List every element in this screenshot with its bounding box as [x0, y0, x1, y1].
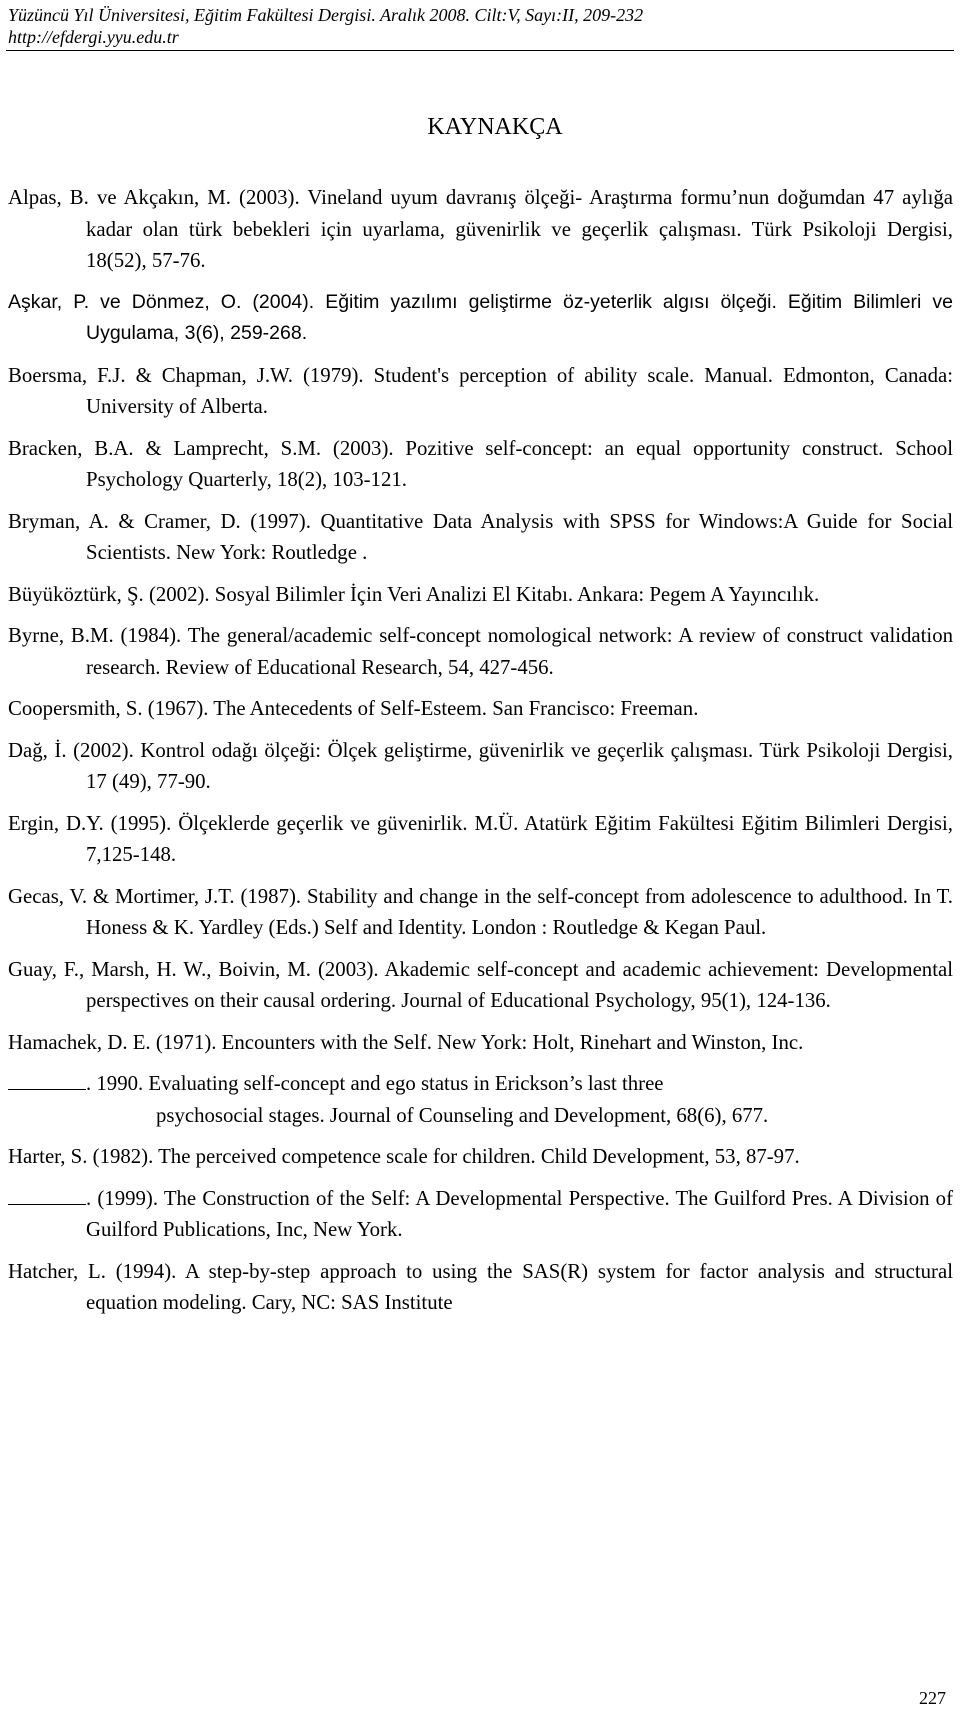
reference-item: Boersma, F.J. & Chapman, J.W. (1979). Student's perception of ability scale. Manual. Edmonton, Canada: University of Alberta. — [8, 363, 953, 418]
reference-item: Bryman, A. & Cramer, D. (1997). Quantitative Data Analysis with SPSS for Windows:A Guide for Social Scientists. New York: Routledge . — [8, 509, 953, 564]
reference-text: . 1990. Evaluating self-concept and ego status in Erickson’s last three — [86, 1072, 664, 1095]
reference-item: Bracken, B.A. & Lamprecht, S.M. (2003). Pozitive self-concept: an equal opportunity construct. School Psychology Quarterly, 18(2), 103-121. — [8, 436, 953, 491]
reference-item: Ergin, D.Y. (1995). Ölçeklerde geçerlik ve güvenirlik. M.Ü. Atatürk Eğitim Fakültesi Eğitim Bilimleri Dergisi, 7,125-148. — [8, 811, 953, 866]
header-rule — [6, 50, 954, 51]
reference-item — [8, 1068, 953, 1131]
reference-item: Coopersmith, S. (1967). The Antecedents of Self-Esteem. San Francisco: Freeman. — [8, 697, 699, 720]
reference-item: Dağ, İ. (2002). Kontrol odağı ölçeği: Ölçek geliştirme, güvenirlik ve geçerlik çalışması. Türk Psikoloji Dergisi, 17 (49), 77-90. — [8, 738, 953, 793]
reference-item: Hatcher, L. (1994). A step-by-step approach to using the SAS(R) system for factor analysis and structural equation modeling. Cary, NC: SAS Institute — [8, 1259, 953, 1314]
reference-item: Alpas, B. ve Akçakın, M. (2003). Vineland uyum davranış ölçeği- Araştırma formu’nun doğumdan 47 aylığa kadar olan türk bebekleri için uyarlama, güvenirlik ve geçerlik çalışması. Türk Psikoloji Dergisi, 18(52), 57-76. — [8, 186, 953, 272]
page-number: 227 — [919, 1688, 946, 1708]
reference-item: Harter, S. (1982). The perceived competence scale for children. Child Development, 53, 87-97. — [8, 1145, 800, 1168]
same-author-rule — [8, 1188, 86, 1205]
reference-item: Byrne, B.M. (1984). The general/academic self-concept nomological network: A review of construct validation research. Review of Educational Research, 54, 427-456. — [8, 624, 953, 679]
journal-header — [8, 4, 643, 48]
reference-text: . (1999). The Construction of the Self: A Developmental Perspective. The Guilford Pres. A Division of Guilford Publications, Inc, New York. — [86, 1186, 953, 1241]
reference-item: Guay, F., Marsh, H. W., Boivin, M. (2003). Akademic self-concept and academic achievement: Developmental perspectives on their causal ordering. Journal of Educational Psychology, 95(1), 124-136. — [8, 957, 953, 1012]
same-author-rule — [8, 1073, 86, 1090]
reference-item: Büyüköztürk, Ş. (2002). Sosyal Bilimler İçin Veri Analizi El Kitabı. Ankara: Pegem A Yayıncılık. — [8, 582, 820, 606]
reference-item — [8, 1183, 953, 1246]
reference-item: Aşkar, P. ve Dönmez, O. (2004). Eğitim yazılımı geliştirme öz-yeterlik algısı ölçeği. Eğitim Bilimleri ve Uygulama, 3(6), 259-268. — [8, 290, 953, 344]
section-title: KAYNAKÇA — [427, 114, 563, 140]
reference-item: Hamachek, D. E. (1971). Encounters with the Self. New York: Holt, Rinehart and Winston, Inc. — [8, 1030, 804, 1054]
reference-text-continued: psychosocial stages. Journal of Counseling and Development, 68(6), 677. — [156, 1103, 769, 1127]
reference-list — [8, 182, 953, 1329]
journal-url[interactable]: http://efdergi.yyu.edu.tr — [8, 27, 179, 47]
journal-citation: Yüzüncü Yıl Üniversitesi, Eğitim Fakültesi Dergisi. Aralık 2008. Cilt:V, Sayı:II, 209-232 — [8, 5, 644, 25]
reference-item: Gecas, V. & Mortimer, J.T. (1987). Stability and change in the self-concept from adolescence to adulthood. In T. Honess & K. Yardley (Eds.) Self and Identity. London : Routledge & Kegan Paul. — [8, 884, 953, 939]
